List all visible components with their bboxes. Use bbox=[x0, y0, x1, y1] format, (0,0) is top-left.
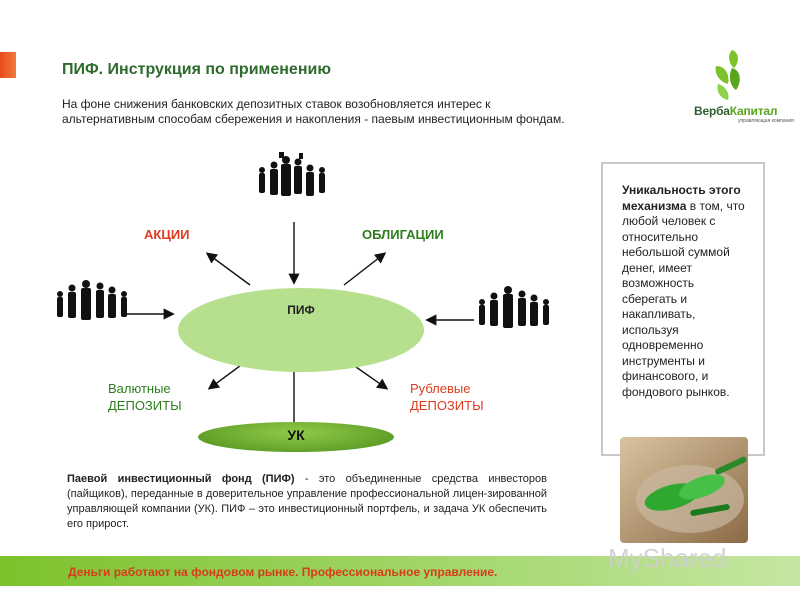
fx-deposits-line-1: Валютные bbox=[108, 381, 171, 396]
footer-text: Деньги работают на фондовом рынке. Профессиональное управление. bbox=[68, 565, 498, 579]
fx-deposits-line-2: ДЕПОЗИТЫ bbox=[108, 398, 182, 413]
pif-label: ПИФ bbox=[287, 303, 315, 317]
intro-line-1: На фоне снижения банковских депозитных ставок возобновляется интерес к bbox=[62, 97, 491, 111]
intro-line-2: альтернативным способам сбережения и накопления - паевым инвестиционным фондам. bbox=[62, 112, 565, 126]
arrow-pif-to-stocks bbox=[208, 254, 250, 285]
info-box-body: в том, что любой человек с относительно небольшой суммой денег, имеет возможность сберегать и накапливать, используя одновременно инструменты и финансового, и фондового рынков. bbox=[622, 198, 745, 399]
rub-deposits-line-1: Рублевые bbox=[410, 381, 471, 396]
bonds-label: ОБЛИГАЦИИ bbox=[362, 227, 444, 242]
stocks-label: АКЦИИ bbox=[144, 227, 190, 242]
logo-subtitle: управляющая компания bbox=[738, 118, 794, 124]
rub-deposits-line-2: ДЕПОЗИТЫ bbox=[410, 398, 484, 413]
info-box-heading: Уникальность этого механизма bbox=[622, 183, 741, 213]
uk-label: УК bbox=[287, 427, 305, 443]
pif-definition bbox=[67, 472, 547, 532]
pif-definition-text: - это объединенные средства инвесторов (пайщиков), переданные в доверительное управление профессиональной лицен-зированной управляющей компании (УК). ПИФ – это инвестиционный портфель, и задача УК обеспечить его прирост. bbox=[67, 473, 547, 530]
myshared-watermark: MyShared bbox=[608, 543, 727, 573]
pif-ellipse bbox=[178, 288, 424, 372]
fx-deposits-label bbox=[108, 380, 182, 414]
investors-group-right-icon bbox=[474, 280, 554, 350]
investors-group-top-icon bbox=[254, 150, 334, 220]
arrow-pif-to-bonds bbox=[344, 254, 384, 285]
rub-deposits-label bbox=[410, 380, 484, 414]
info-box-text bbox=[622, 183, 752, 400]
investors-group-left-icon bbox=[52, 272, 132, 342]
logo-name-part1: Верба bbox=[694, 104, 730, 118]
page-title: ПИФ. Инструкция по применению bbox=[62, 61, 331, 78]
logo-name-part2: Капитал bbox=[729, 104, 778, 118]
spoons-photo-image bbox=[620, 437, 748, 543]
pif-definition-term: Паевой инвестиционный фонд (ПИФ) bbox=[67, 473, 295, 485]
